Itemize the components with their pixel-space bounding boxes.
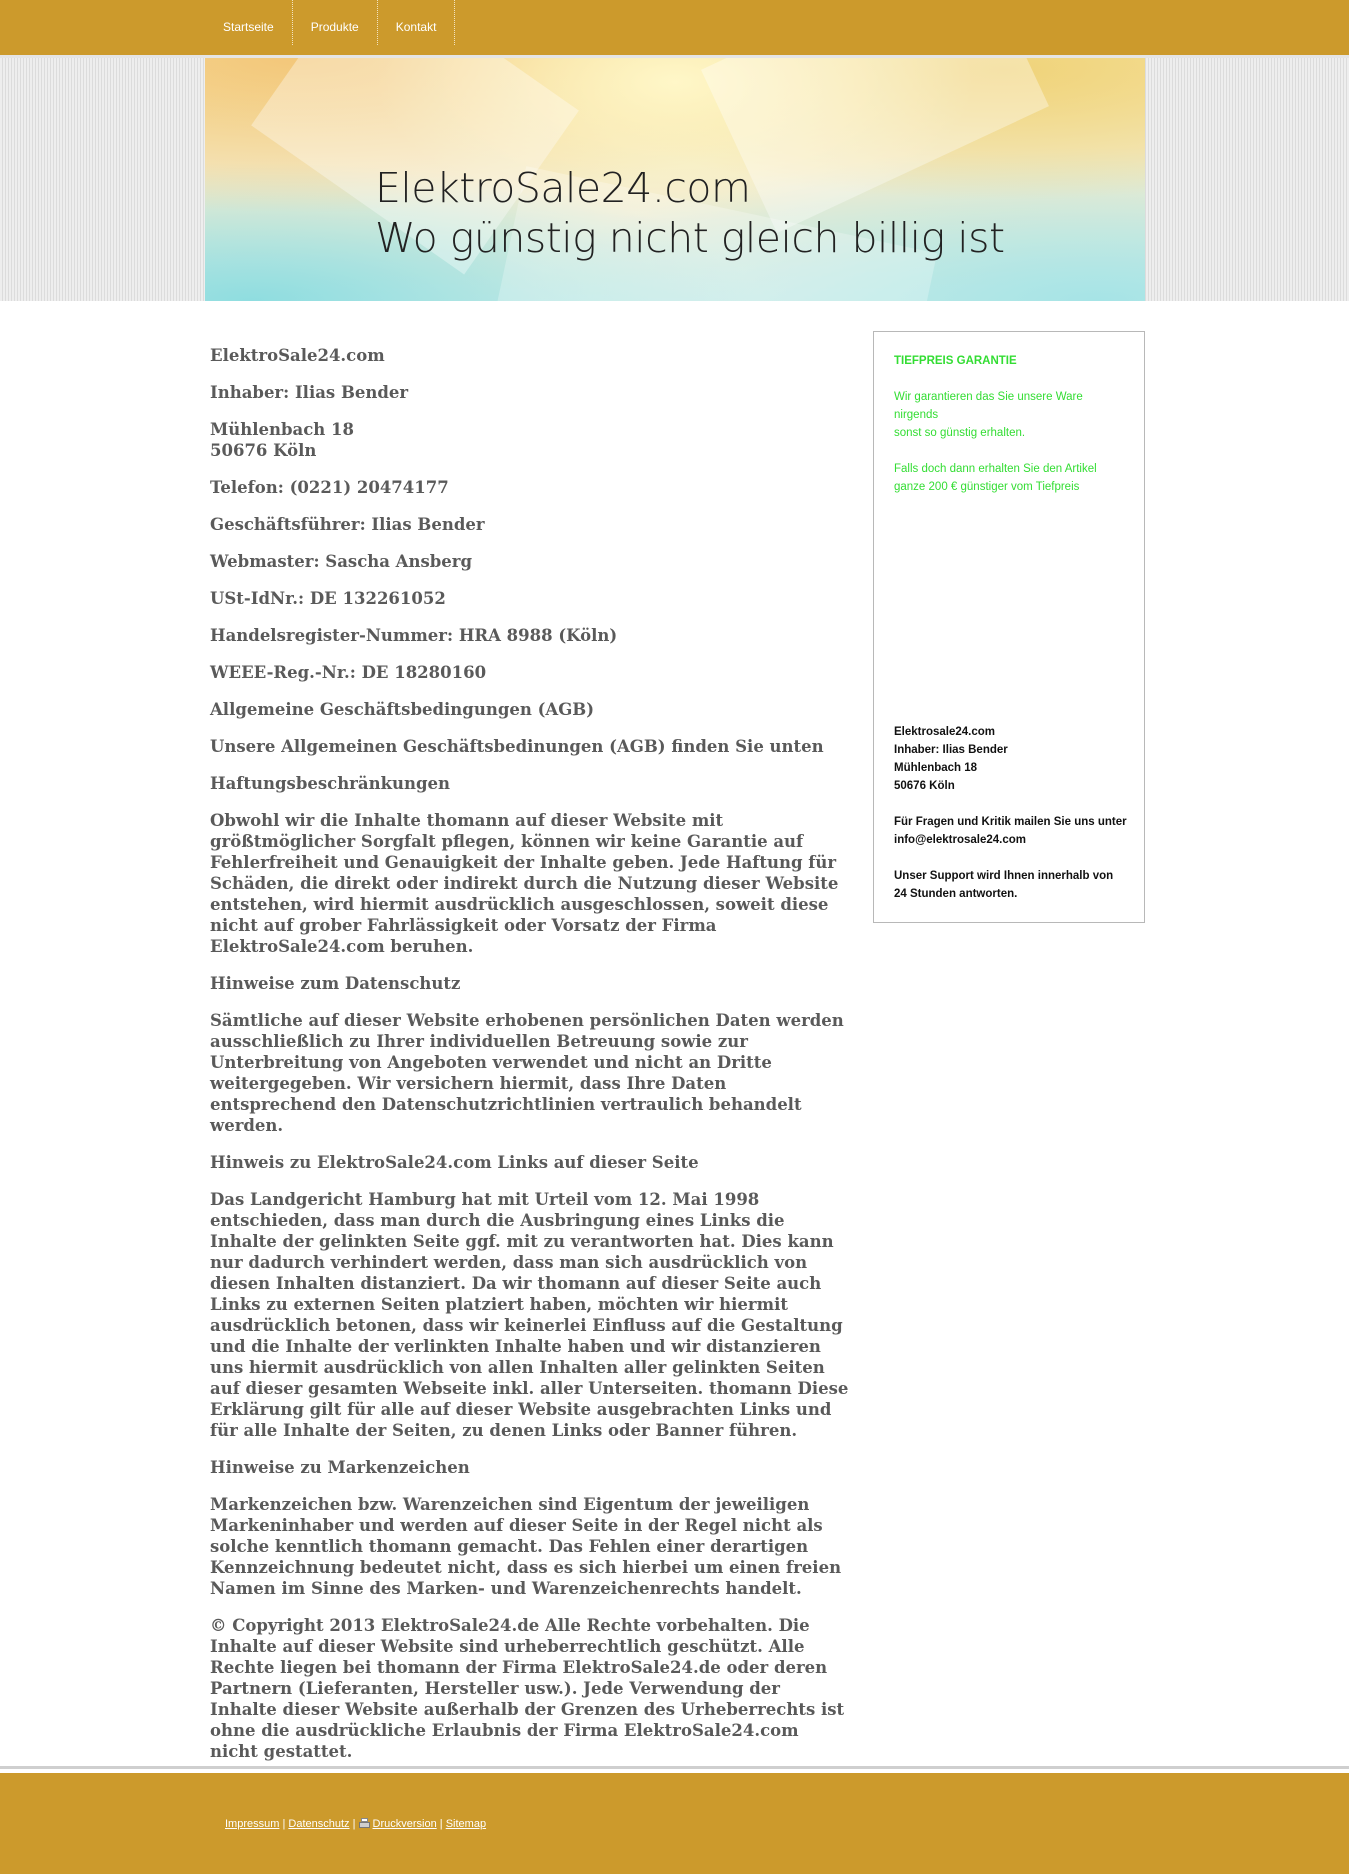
nav-item-startseite[interactable]: Startseite (205, 0, 293, 45)
sidebar-contact (894, 723, 1129, 903)
nav-item-kontakt[interactable]: Kontakt (378, 0, 456, 45)
footer (0, 1773, 1349, 1874)
footer-link-impressum[interactable]: Impressum (225, 1818, 280, 1830)
register-line: Handelsregister-Nummer: HRA 8988 (Köln) (210, 626, 618, 645)
sidebar-contact-street: Mühlenbach 18 (894, 762, 978, 774)
company-name: ElektroSale24.com (210, 346, 385, 365)
sidebar-contact-company: Elektrosale24.com (894, 726, 996, 738)
address-city: 50676 Köln (210, 441, 317, 460)
weee-line: WEEE-Reg.-Nr.: DE 18280160 (210, 663, 487, 682)
price-guarantee-title: TIEFPREIS GARANTIE (894, 355, 1017, 367)
nav-item-produkte[interactable]: Produkte (293, 0, 378, 45)
agb-text: Unsere Allgemeinen Geschäftsbedinungen (AGB) finden Sie unten (210, 737, 824, 756)
liability-heading: Haftungsbeschränkungen (210, 774, 451, 793)
trademark-heading: Hinweise zu Markenzeichen (210, 1458, 470, 1477)
price-guarantee (894, 352, 1124, 496)
liability-text: Obwohl wir die Inhalte thomann auf dieser Website mit größtmöglicher Sorgfalt pflegen, können wir keine Garantie auf Fehlerfreiheit und Genauigkeit der Inhalte geben. Jede Haftung für Schäden, die direkt oder indirekt durch die Nutzung dieser Website entstehen, wird hiermit ausdrücklich ausgeschlossen, soweit diese nicht auf grober Fahrlässigkeit oder Vorsatz der Firma ElektroSale24.com beruhen. (210, 811, 839, 956)
footer-links (225, 1818, 486, 1830)
banner-headline (375, 163, 1005, 263)
sidebar-support: Unser Support wird Ihnen innerhalb von 24 Stunden antworten. (894, 870, 1114, 900)
price-guarantee-offer: Falls doch dann erhalten Sie den Artikel ganze 200 € günstiger vom Tiefpreis (894, 463, 1097, 493)
footer-separator: | (439, 1818, 443, 1830)
footer-separator: | (282, 1818, 286, 1830)
sidebar-box (873, 331, 1145, 923)
printer-icon[interactable] (359, 1818, 370, 1828)
webmaster-line: Webmaster: Sascha Ansberg (210, 552, 473, 571)
price-guarantee-line1: Wir garantieren das Sie unsere Ware nirgends (894, 391, 1083, 421)
top-navigation-bar (0, 0, 1349, 58)
manager-line: Geschäftsführer: Ilias Bender (210, 515, 485, 534)
imprint-content (210, 345, 850, 1778)
price-guarantee-line2: sonst so günstig erhalten. (894, 427, 1026, 439)
links-heading: Hinweis zu ElektroSale24.com Links auf dieser Seite (210, 1153, 699, 1172)
header-banner (205, 58, 1145, 301)
privacy-text: Sämtliche auf dieser Website erhobenen persönlichen Daten werden ausschließlich zu Ihrer individuellen Betreuung sowie zur Unterbreitung von Angeboten verwendet und nicht an Dritte weitergegeben. Wir versichern hiermit, dass Ihre Daten entsprechend den Datenschutzrichtlinien vertraulich behandelt werden. (210, 1011, 844, 1135)
trademark-text: Markenzeichen bzw. Warenzeichen sind Eigentum der jeweiligen Markeninhaber und werden auf dieser Seite in der Regel nicht als solche kenntlich thomann gemacht. Das Fehlen einer derartigen Kennzeichnung bedeutet nicht, dass es sich hierbei um einen freien Namen im Sinne des Marken- und Warenzeichenrechts handelt. (210, 1495, 842, 1598)
address-block (210, 419, 850, 461)
footer-link-sitemap[interactable]: Sitemap (445, 1818, 487, 1830)
vat-line: USt-IdNr.: DE 132261052 (210, 589, 446, 608)
phone-line: Telefon: (0221) 20474177 (210, 478, 449, 497)
privacy-heading: Hinweise zum Datenschutz (210, 974, 461, 993)
banner-site-name: ElektroSale24.com (375, 164, 751, 212)
main-nav (205, 0, 455, 55)
links-text: Das Landgericht Hamburg hat mit Urteil vom 12. Mai 1998 entschieden, dass man durch die Ausbringung eines Links die Inhalte der gelinkten Seite ggf. mit zu verantworten hat. Dies kann nur dadurch verhindert werden, dass man sich ausdrücklich von diesen Inhalten distanziert. Da wir thomann auf dieser Seite auch Links zu externen Seiten platziert haben, möchten wir hiermit ausdrücklich betonen, dass wir keinerlei Einfluss auf die Gestaltung und die Inhalte der verlinkten Inhalte haben und wir distanzieren uns hiermit ausdrücklich von allen Inhalten aller gelinkten Seiten auf dieser gesamten Webseite inkl. aller Unterseiten. thomann Diese Erklärung gilt für alle auf dieser Website ausgebrachten Links und für alle Inhalte der Seiten, zu denen Links oder Banner führen. (210, 1190, 849, 1440)
footer-link-druckversion[interactable]: Druckversion (372, 1818, 437, 1830)
owner-line: Inhaber: Ilias Bender (210, 383, 409, 402)
agb-heading: Allgemeine Geschäftsbedingungen (AGB) (210, 700, 595, 719)
sidebar-contact-city: 50676 Köln (894, 780, 955, 792)
sidebar-questions: Für Fragen und Kritik mailen Sie uns unter info@elektrosale24.com (894, 816, 1127, 846)
footer-divider (0, 1766, 1349, 1769)
banner-slogan: Wo günstig nicht gleich billig ist (375, 214, 1005, 262)
copyright-text: © Copyright 2013 ElektroSale24.de Alle Rechte vorbehalten. Die Inhalte auf dieser Website sind urheberrechtlich geschützt. Alle Rechte liegen bei thomann der Firma ElektroSale24.de oder deren Partnern (Lieferanten, Hersteller usw.). Jede Verwendung der Inhalte dieser Website außerhalb der Grenzen des Urheberrechts ist ohne die ausdrückliche Erlaubnis der Firma ElektroSale24.com nicht gestattet. (210, 1616, 845, 1761)
address-street: Mühlenbach 18 (210, 420, 354, 439)
sidebar-contact-owner: Inhaber: Ilias Bender (894, 744, 1008, 756)
footer-link-datenschutz[interactable]: Datenschutz (288, 1818, 350, 1830)
footer-separator: | (352, 1818, 356, 1830)
